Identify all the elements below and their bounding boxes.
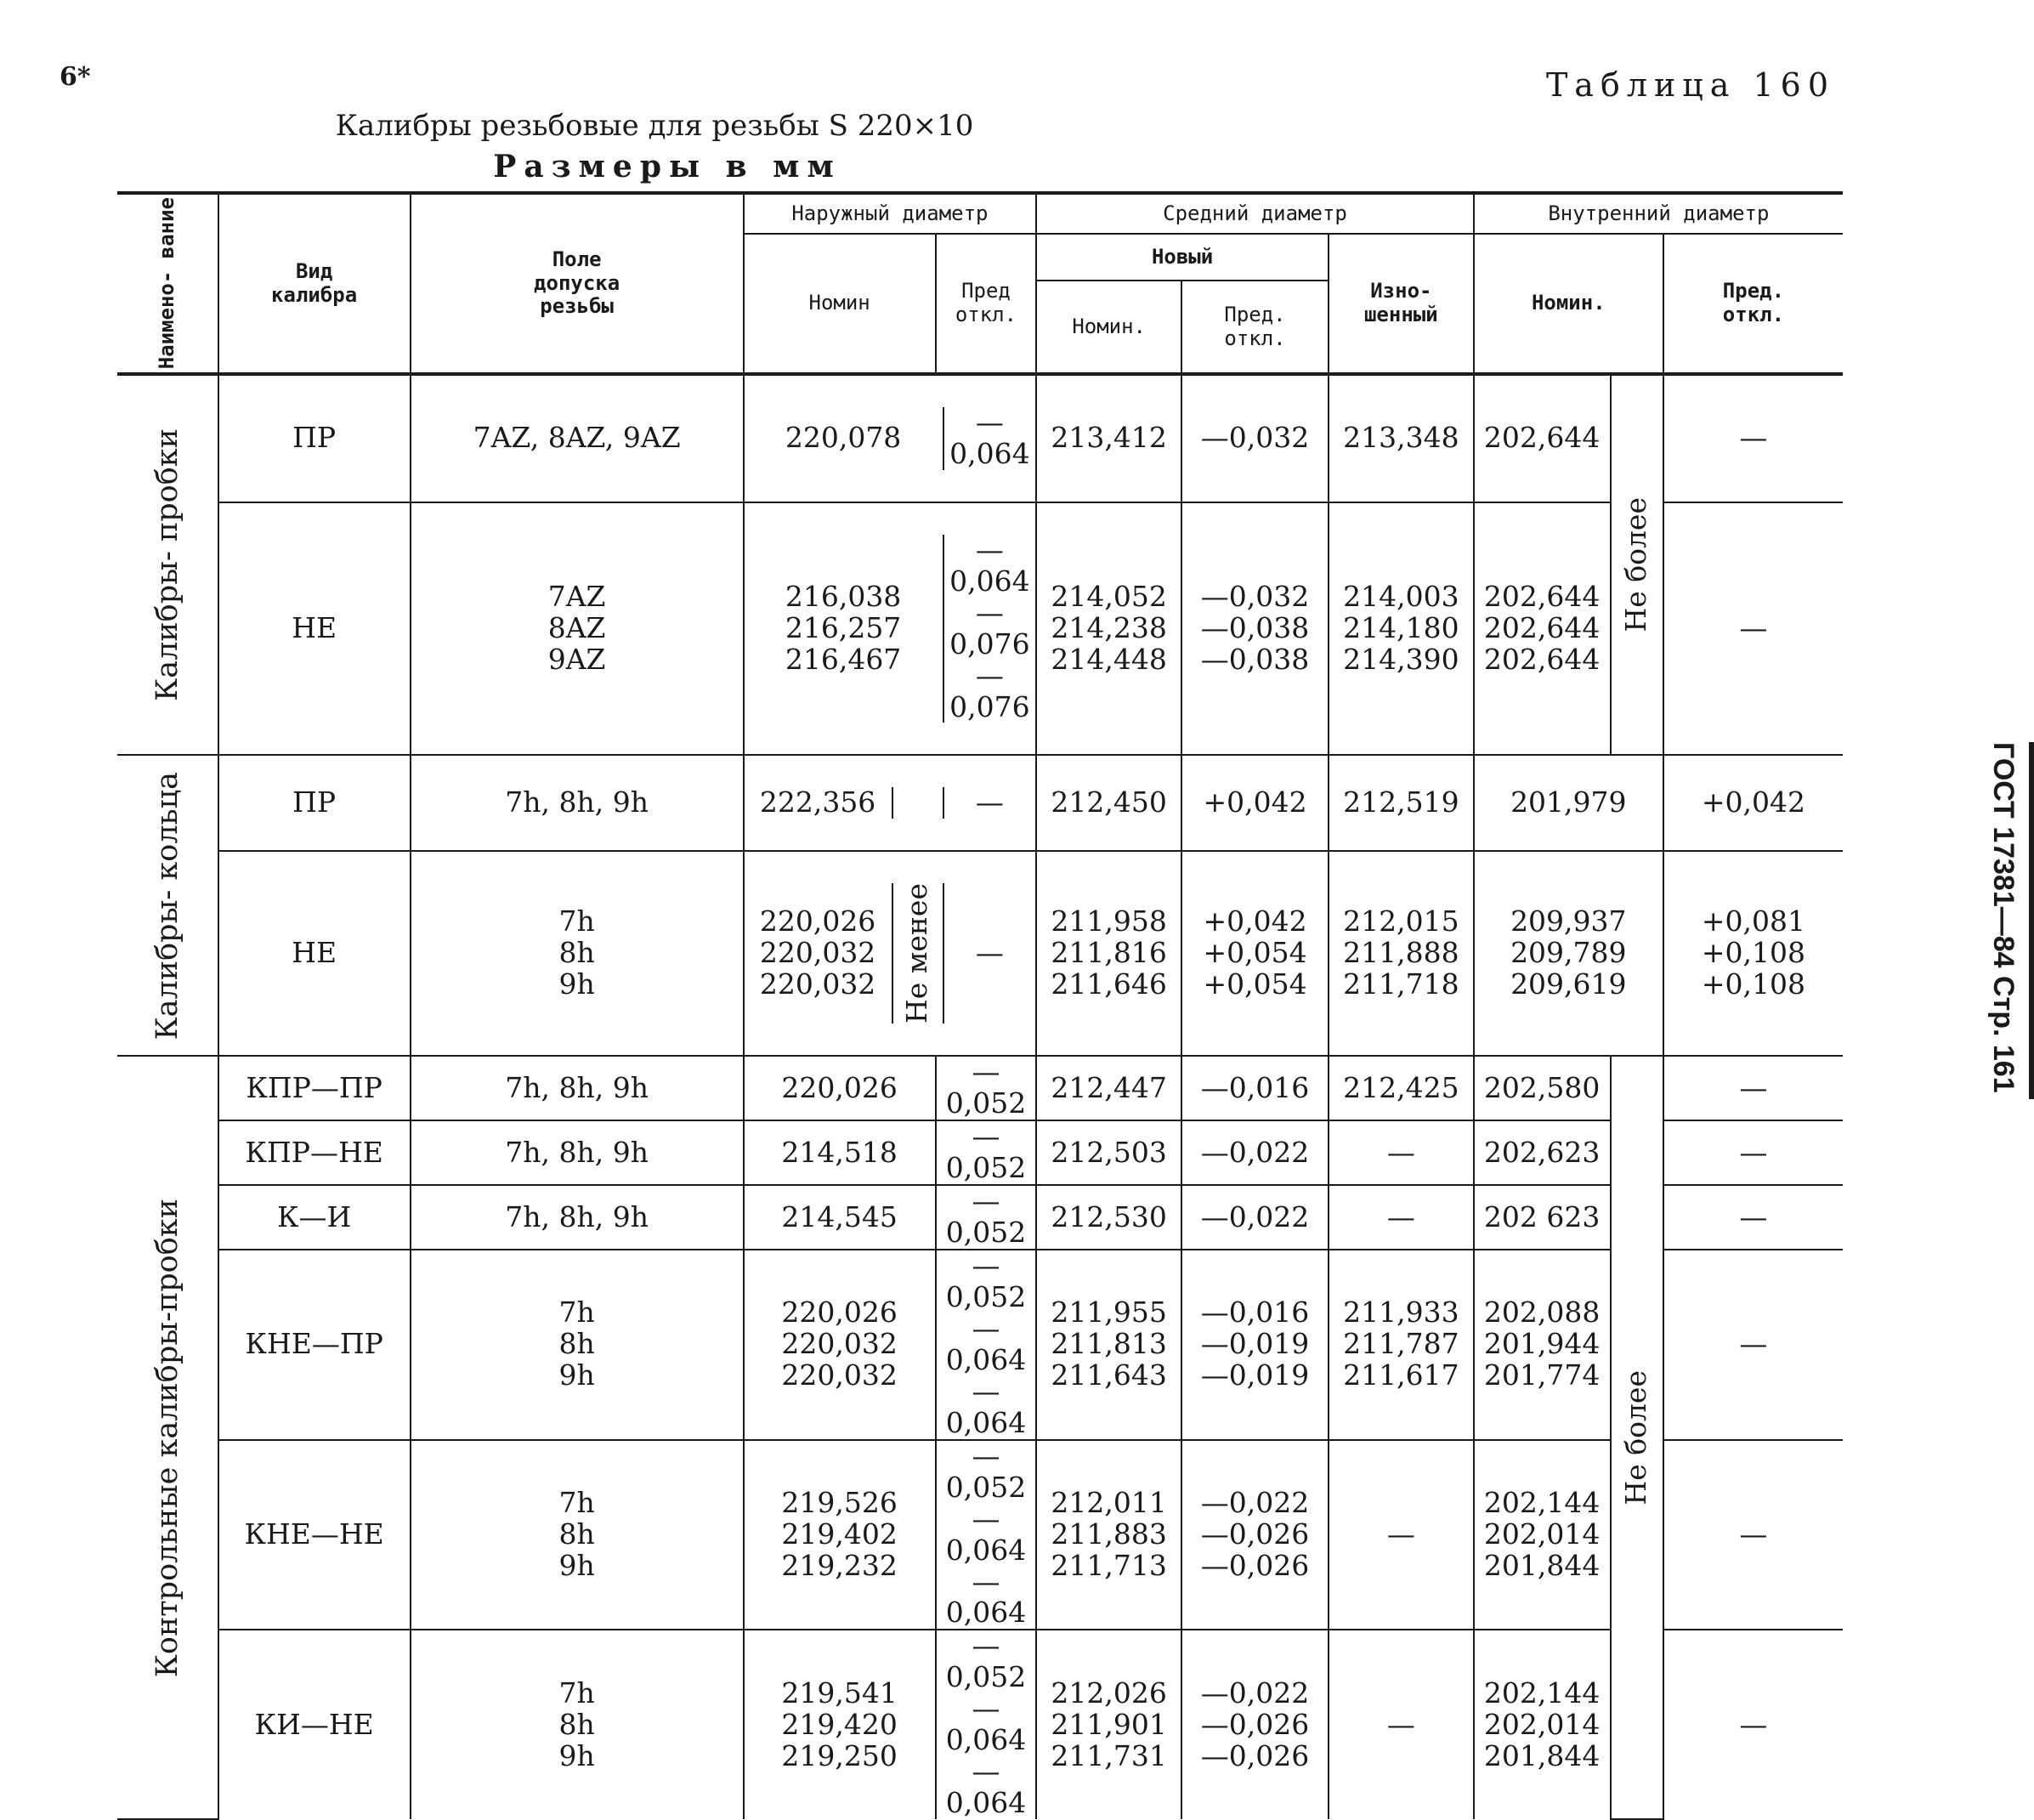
pitch-deviation-cell: —0,016 —0,019 —0,019 — [1181, 1250, 1329, 1440]
inner-nominal-cell: 202,644 202,644 202,644 — [1474, 502, 1611, 756]
header-new: Новый — [1036, 234, 1329, 281]
inner-deviation-cell: — — [1663, 1185, 1843, 1250]
pitch-nominal-cell: 211,955 211,813 211,643 — [1036, 1250, 1181, 1440]
gauge-type-cell: ПР — [218, 755, 411, 851]
gauge-type-cell: К—И — [218, 1185, 411, 1250]
pitch-deviation-cell: —0,016 — [1181, 1056, 1329, 1120]
inner-deviation-cell: — — [1663, 374, 1843, 502]
outer-deviation-cell: —0,052 —0,064 —0,064 — [936, 1250, 1037, 1440]
pitch-nominal-cell: 212,530 — [1036, 1185, 1181, 1250]
table-header — [117, 193, 1843, 374]
outer-deviation-cell: — — [975, 936, 1004, 970]
outer-nominal-cell: 220,078 — [745, 407, 943, 470]
table-row — [117, 1185, 1843, 1250]
tolerance-cell: 7h, 8h, 9h — [411, 1056, 744, 1120]
group-plug-gauges: Калибры- пробки — [117, 374, 218, 755]
gauge-type-cell: КНЕ—НЕ — [218, 1440, 411, 1630]
header-pitch-nominal: Номин. — [1036, 281, 1181, 374]
tolerance-cell: 7AZ, 8AZ, 9AZ — [411, 374, 744, 502]
pitch-nominal-cell: 214,052 214,238 214,448 — [1036, 502, 1181, 756]
outer-deviation-cell: —0,052 — [936, 1185, 1037, 1250]
tolerance-cell: 7AZ 8AZ 9AZ — [411, 502, 744, 756]
header-pitch-diameter: Средний диаметр — [1036, 193, 1474, 234]
inner-nominal-cell: 202,144 202,014 201,844 — [1474, 1440, 1611, 1630]
outer-nominal-cell: 214,518 — [744, 1120, 936, 1185]
pitch-nominal-cell: 211,958 211,816 211,646 — [1036, 851, 1181, 1056]
tolerance-cell: 7h 8h 9h — [411, 851, 744, 1056]
header-inner-diameter: Внутренний диаметр — [1474, 193, 1843, 234]
header-outer-nominal: Номин — [744, 234, 936, 374]
outer-nominal-cell: 214,545 — [744, 1185, 936, 1250]
side-stamp: ГОСТ 17381—84 Стр. 161 — [1978, 742, 2034, 1099]
header-inner-deviation: Пред. откл. — [1663, 234, 1843, 374]
inner-nominal-cell: 202,088 201,944 201,774 — [1474, 1250, 1611, 1440]
table-caption: Калибры резьбовые для резьбы S 220×10 — [335, 109, 974, 143]
inner-deviation-cell: — — [1663, 1250, 1843, 1440]
pitch-nominal-cell: 212,011 211,883 211,713 — [1036, 1440, 1181, 1630]
pitch-deviation-cell: —0,032 — [1181, 374, 1329, 502]
inner-nominal-cell: 202,623 — [1474, 1120, 1611, 1185]
outer-deviation-cell: —0,052 — [936, 1056, 1037, 1120]
caliber-table — [117, 191, 1843, 1820]
gauge-type-cell: КИ—НЕ — [218, 1630, 411, 1819]
pitch-nominal-cell: 212,447 — [1036, 1056, 1181, 1120]
pitch-worn-cell: — — [1329, 1120, 1474, 1185]
table-row — [117, 374, 1843, 502]
group-ring-gauges: Калибры- кольца — [117, 755, 218, 1056]
tolerance-note-not-more: Не более — [1611, 1056, 1663, 1819]
inner-nominal-cell: 201,979 — [1474, 755, 1663, 851]
pitch-nominal-cell: 212,503 — [1036, 1120, 1181, 1185]
pitch-worn-cell: — — [1329, 1440, 1474, 1630]
table-subcaption: Размеры в мм — [493, 149, 841, 184]
outer-deviation-cell: —0,052 —0,064 —0,064 — [936, 1440, 1037, 1630]
gauge-type-cell: КПР—НЕ — [218, 1120, 411, 1185]
table-row — [117, 1630, 1843, 1819]
pitch-deviation-cell: —0,032 —0,038 —0,038 — [1181, 502, 1329, 756]
pitch-deviation-cell: +0,042 +0,054 +0,054 — [1181, 851, 1329, 1056]
outer-nominal-cell: 220,026 — [744, 1056, 936, 1120]
tolerance-cell: 7h 8h 9h — [411, 1440, 744, 1630]
pitch-nominal-cell: 213,412 — [1036, 374, 1181, 502]
inner-deviation-cell: +0,081 +0,108 +0,108 — [1663, 851, 1843, 1056]
table-number: Таблица 160 — [1545, 66, 1835, 104]
pitch-worn-cell: 214,003 214,180 214,390 — [1329, 502, 1474, 756]
header-pitch-deviation: Пред. откл. — [1181, 281, 1329, 374]
header-outer-diameter: Наружный диаметр — [744, 193, 1037, 234]
tolerance-cell: 7h 8h 9h — [411, 1250, 744, 1440]
header-name: Наимено- вание — [117, 193, 218, 374]
pitch-worn-cell: — — [1329, 1630, 1474, 1819]
inner-deviation-cell: — — [1663, 1630, 1843, 1819]
pitch-deviation-cell: —0,022 —0,026 —0,026 — [1181, 1630, 1329, 1819]
outer-deviation-cell: —0,052 —0,064 —0,064 — [936, 1630, 1037, 1819]
outer-nominal-cell: 216,038 216,257 216,467 — [745, 535, 943, 723]
pitch-deviation-cell: —0,022 — [1181, 1120, 1329, 1185]
inner-nominal-cell: 202,144 202,014 201,844 — [1474, 1630, 1611, 1819]
outer-deviation-cell: —0,064 — [949, 405, 1030, 470]
outer-note-not-less: Не менее — [892, 883, 943, 1023]
table-row — [117, 502, 1843, 756]
inner-deviation-cell: +0,042 — [1663, 755, 1843, 851]
gauge-type-cell: КНЕ—ПР — [218, 1250, 411, 1440]
outer-deviation-cell: —0,064 —0,076 —0,076 — [949, 532, 1030, 723]
pitch-deviation-cell: +0,042 — [1181, 755, 1329, 851]
outer-nominal-cell: 220,026 220,032 220,032 — [744, 1250, 936, 1440]
outer-nominal-cell: 222,356 — [759, 785, 876, 819]
header-tolerance-field: Поле допуска резьбы — [411, 193, 744, 374]
inner-deviation-cell: — — [1663, 1056, 1843, 1120]
outer-nominal-cell: 219,541 219,420 219,250 — [744, 1630, 936, 1819]
inner-deviation-cell: — — [1663, 1120, 1843, 1185]
pitch-deviation-cell: —0,022 — [1181, 1185, 1329, 1250]
pitch-worn-cell: 212,425 — [1329, 1056, 1474, 1120]
header-worn: Изно- шенный — [1329, 234, 1474, 374]
header-outer-deviation: Пред откл. — [936, 234, 1037, 374]
outer-nominal-cell: 219,526 219,402 219,232 — [744, 1440, 936, 1630]
tolerance-cell: 7h, 8h, 9h — [411, 1120, 744, 1185]
inner-nominal-cell: 202,580 — [1474, 1056, 1611, 1120]
header-gauge-type: Вид калибра — [218, 193, 411, 374]
inner-nominal-cell: 202 623 — [1474, 1185, 1611, 1250]
group-control-plug-gauges: Контрольные калибры-пробки — [117, 1056, 218, 1819]
outer-note-not-less — [892, 787, 943, 819]
gauge-type-cell: НЕ — [218, 851, 411, 1056]
table-row — [117, 1120, 1843, 1185]
pitch-nominal-cell: 212,026 211,901 211,731 — [1036, 1630, 1181, 1819]
pitch-nominal-cell: 212,450 — [1036, 755, 1181, 851]
table-row — [117, 755, 1843, 851]
table-row — [117, 1056, 1843, 1120]
tolerance-cell: 7h 8h 9h — [411, 1630, 744, 1819]
gauge-type-cell: ПР — [218, 374, 411, 502]
gauge-type-cell: КПР—ПР — [218, 1056, 411, 1120]
pitch-deviation-cell: —0,022 —0,026 —0,026 — [1181, 1440, 1329, 1630]
tolerance-cell: 7h, 8h, 9h — [411, 755, 744, 851]
inner-nominal-cell: 209,937 209,789 209,619 — [1474, 851, 1663, 1056]
table-row — [117, 1440, 1843, 1630]
pitch-worn-cell: 211,933 211,787 211,617 — [1329, 1250, 1474, 1440]
gauge-type-cell: НЕ — [218, 502, 411, 756]
outer-deviation-cell: —0,052 — [936, 1120, 1037, 1185]
tolerance-note-not-more: Не более — [1611, 374, 1663, 755]
inner-deviation-cell: — — [1663, 502, 1843, 756]
tolerance-cell: 7h, 8h, 9h — [411, 1185, 744, 1250]
outer-nominal-cell: 220,026 220,032 220,032 — [759, 904, 876, 1001]
pitch-worn-cell: 212,519 — [1329, 755, 1474, 851]
inner-nominal-cell: 202,644 — [1474, 374, 1611, 502]
table-body — [117, 374, 1843, 1819]
pitch-worn-cell: — — [1329, 1185, 1474, 1250]
header-inner-nominal: Номин. — [1474, 234, 1663, 374]
pitch-worn-cell: 213,348 — [1329, 374, 1474, 502]
pitch-worn-cell: 212,015 211,888 211,718 — [1329, 851, 1474, 1056]
corner-mark: 6* — [59, 62, 91, 92]
table-row — [117, 851, 1843, 1056]
table-row — [117, 1250, 1843, 1440]
inner-deviation-cell: — — [1663, 1440, 1843, 1630]
outer-deviation-cell: — — [975, 785, 1004, 819]
